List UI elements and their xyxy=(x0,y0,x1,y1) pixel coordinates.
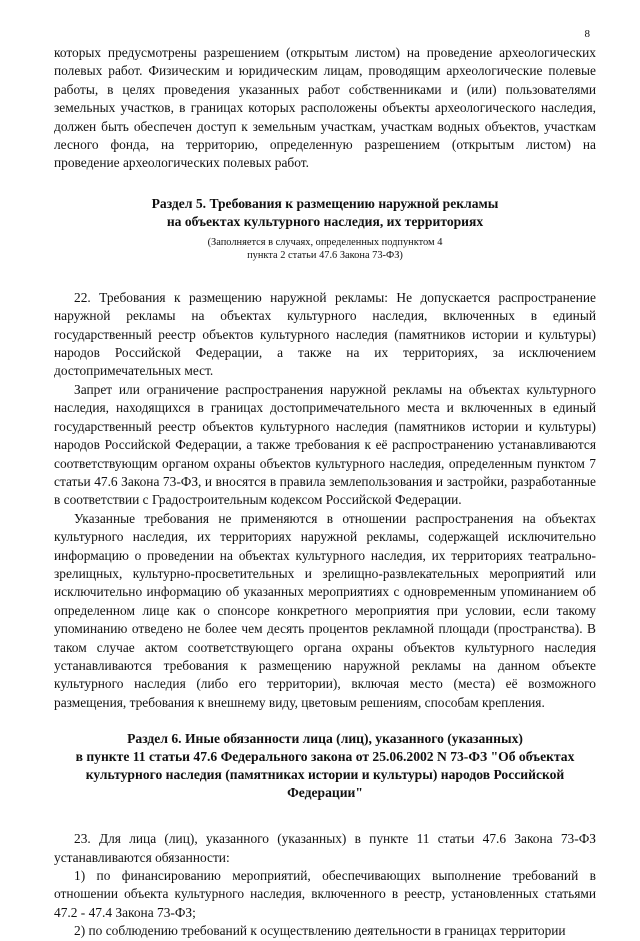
intro-paragraph: которых предусмотрены разрешением (открытым листом) на проведение археологических полевых работ. Физическим и юридическим лицам, проводящим археологические полевые работы, в целях проведения указанных работ собственниками и (или) пользователями земельных участков, в границах которых расположены объекты археологического наследия, должен быть обеспечен доступ к земельным участкам, участкам водных объектов, участкам лесного фонда, на территорию, определенную разрешением (открытым листом) на проведение археологических полевых работ. xyxy=(54,45,596,171)
paragraph-22: 22. Требования к размещению наружной рекламы: Не допускается распространение наружной рекламы на объектах культурного наследия, включенных в единый государственный реестр объектов культурного наследия (памятников истории и культуры) народов Российской Федерации, а также на их территориях, за исключением достопримечательных мест. xyxy=(54,289,596,379)
section6-title-line4: Федерации" xyxy=(287,785,363,801)
paragraph-23: 23. Для лица (лиц), указанного (указанных) в пункте 11 статьи 47.6 Закона 73-ФЗ устанавливаются обязанности: xyxy=(54,831,596,865)
document-body xyxy=(54,44,596,941)
section6-title-line3: культурного наследия (памятниках истории и культуры) народов Российской xyxy=(85,767,565,783)
section6-title-line1: Раздел 6. Иные обязанности лица (лиц), указанного (указанных) xyxy=(127,731,523,747)
section5-title-line1: Раздел 5. Требования к размещению наружной рекламы xyxy=(151,195,499,211)
duty-item-1: 1) по финансированию мероприятий, обеспечивающих выполнение требований в отношении объекта культурного наследия, включенного в реестр, установленных статьями 47.2 - 47.4 Закона 73-ФЗ; xyxy=(54,868,596,920)
section5-note-line1: (Заполняется в случаях, определенных подпунктом 4 xyxy=(207,236,443,248)
paragraph-ad-restriction: Запрет или ограничение распространения наружной рекламы на объектах культурного наследия, находящихся в границах достопримечательного места и включенных в единый государственный реестр объектов культурного наследия (памятников истории и культуры) народов Российской Федерации, а также требования к её распространению устанавливаются соответствующим органом охраны объектов культурного наследия, определенным пунктом 7 статьи 47.6 Закона 73-ФЗ, и вносятся в правила землепользования и застройки, разработанные в соответствии с Градостроительным кодексом Российской Федерации. xyxy=(54,381,596,508)
paragraph-ad-exceptions: Указанные требования не применяются в отношении распространения на объектах культурного наследия, их территориях наружной рекламы, содержащей исключительно информацию о проведении на объектах культурного наследия, их территориях театрально-зрелищных, культурно-просветительных и зрелищно-развлекательных мероприятий или исключительно информацию об указанных мероприятиях с одновременным упоминанием об определенном лице как о спонсоре конкретного мероприятия при условии, если такому упоминанию отведено не более чем десять процентов рекламной площади (пространства). В таком случае актом соответствующего органа охраны объектов культурного наследия устанавливаются требования к размещению наружной рекламы на данном объекте культурного наследия (либо его территории), включая место (места) её возможного размещения, требования к внешнему виду, цветовым решениям, способам крепления. xyxy=(54,510,596,710)
section5-title-line2: на объектах культурного наследия, их территориях xyxy=(166,213,484,229)
page-number: 8 xyxy=(584,28,590,40)
section5-note-line2: пункта 2 статьи 47.6 Закона 73-ФЗ) xyxy=(247,250,403,262)
duty-item-2: 2) по соблюдению требований к осуществлению деятельности в границах территории xyxy=(74,923,566,939)
section6-title-line2: в пункте 11 статьи 47.6 Федерального закона от 25.06.2002 N 73-ФЗ "Об объектах xyxy=(75,749,575,765)
